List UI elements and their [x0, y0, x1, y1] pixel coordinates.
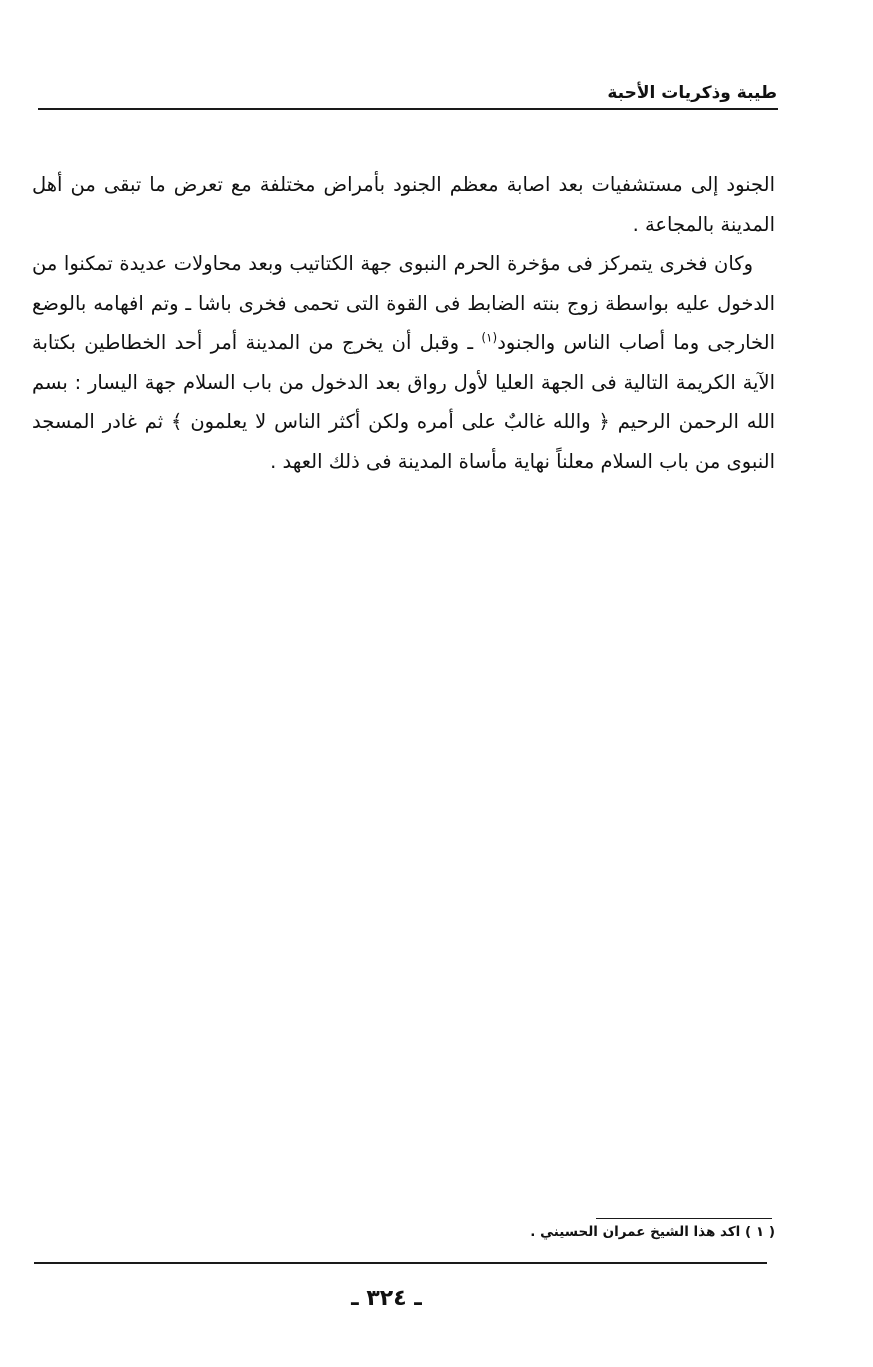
paragraph-1: الجنود إلى مستشفيات بعد اصابة معظم الجنود بأمراض مختلفة مع تعرض ما تبقى من أهل المدينة بالمجاعة . [32, 173, 775, 236]
footer-rule [34, 1262, 767, 1264]
header-rule [38, 108, 778, 110]
paragraph-2 [32, 244, 775, 481]
paragraph-2-part-2: ـ وقبل أن يخرج من المدينة أمر أحد الخطاطين بكتابة الآية الكريمة التالية فى الجهة العليا لأول رواق بعد الدخول من باب السلام جهة اليسار : بسم الله الرحمن الرحيم ﴿ والله غالبٌ على أمره ولكن أكثر الناس لا يعلمون ﴾ ثم غادر المسجد النبوى من باب السلام معلناً نهاية مأساة المدينة فى ذلك العهد . [32, 331, 775, 473]
paragraph-2-part-1: وكان فخرى يتمركز فى مؤخرة الحرم النبوى جهة الكتاتيب وبعد محاولات عديدة تمكنوا من الدخول عليه بواسطة زوج بنته الضابط فى القوة التى تحمى فخرى باشا ـ وتم افهامه بالوضع الخارجى وما أصاب الناس والجنود [32, 252, 776, 354]
footnote-text: ( ١ ) اكد هذا الشيخ عمران الحسيني . [530, 1224, 775, 1240]
footnote-reference: (١) [481, 330, 498, 345]
page-number: ـ ٣٢٤ ـ [351, 1286, 422, 1311]
footnote-rule [596, 1218, 772, 1219]
running-header-title: طيبة وذكريات الأحبة [607, 83, 777, 103]
body-text [32, 165, 775, 481]
